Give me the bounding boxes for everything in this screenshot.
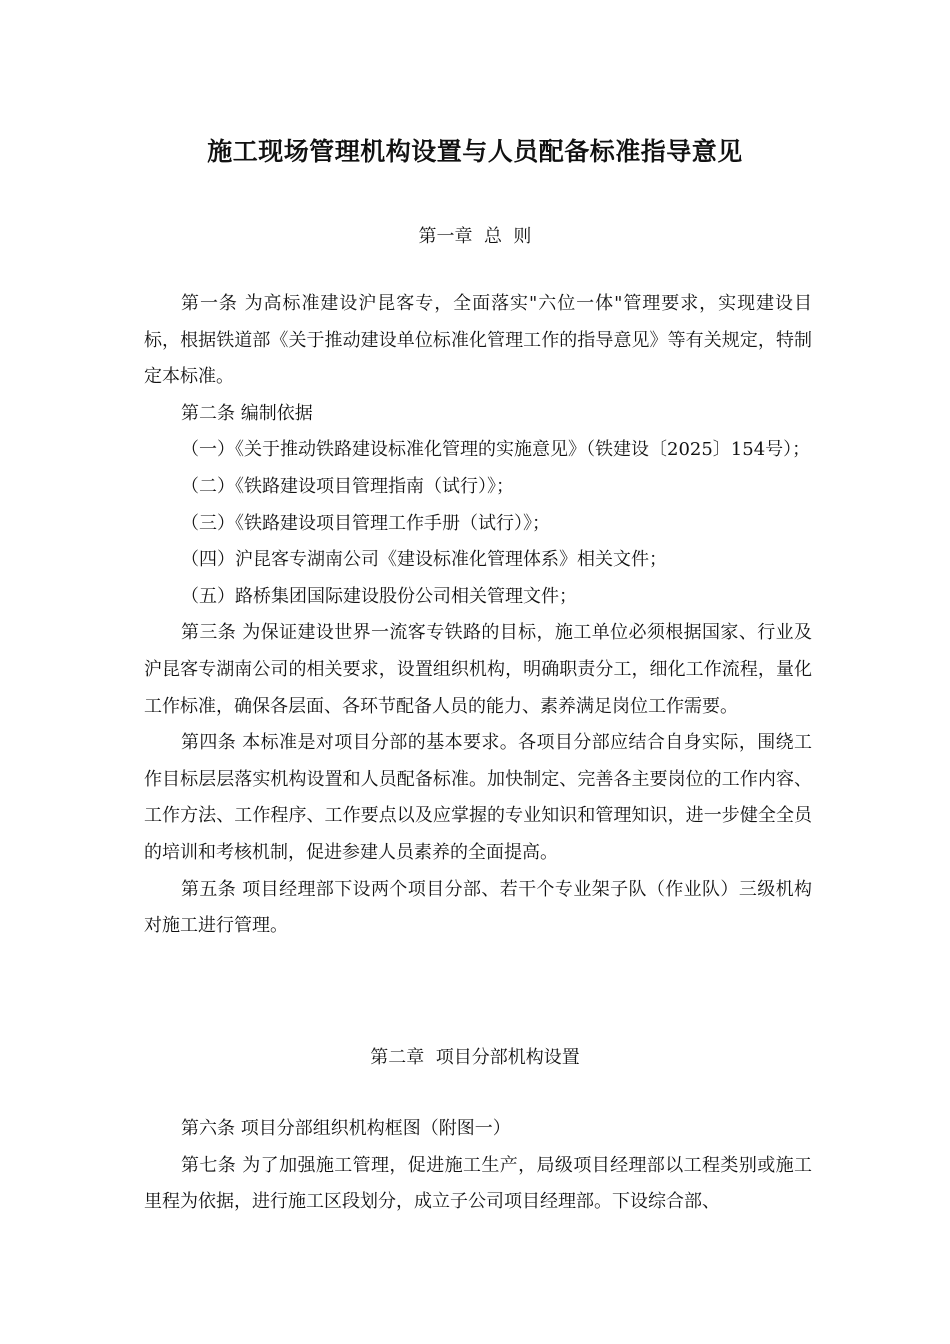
basis-item-2: （二）《铁路建设项目管理指南（试行）》； [181,475,514,497]
article-3: 第三条 为保证建设世界一流客专铁路的目标，施工单位必须根据国家、行业及沪昆客专湖南公司的相关要求，设置组织机构，明确职责分工，细化工作流程，量化工作标准，确保各层面、各环节配备人员的能力、素养满足岗位工作需要。 [144,622,812,717]
basis-item-5: （五）路桥集团国际建设股份公司相关管理文件； [181,585,577,607]
chapter-2-heading: 第二章 项目分部机构设置 [370,1047,580,1068]
article-1: 第一条 为高标准建设沪昆客专，全面落实"六位一体"管理要求，实现建设目标，根据铁道部《关于推动建设单位标准化管理工作的指导意见》等有关规定，特制定本标准。 [144,293,812,388]
article-7: 第七条 为了加强施工管理，促进施工生产，局级项目经理部以工程类别或施工里程为依据，进行施工区段划分，成立子公司项目经理部。下设综合部、 [144,1154,812,1213]
chapter-2-body [144,1111,812,1221]
article-5: 第五条 项目经理部下设两个项目分部、若干个专业架子队（作业队）三级机构对施工进行管理。 [144,878,812,937]
basis-item-3: （三）《铁路建设项目管理工作手册（试行）》； [181,512,550,534]
basis-item-4: （四）沪昆客专湖南公司《建设标准化管理体系》相关文件； [181,549,667,571]
article-4: 第四条 本标准是对项目分部的基本要求。各项目分部应结合自身实际，围绕工作目标层层落实机构设置和人员配备标准。加快制定、完善各主要岗位的工作内容、工作方法、工作程序、工作要点以及应掌握的专业知识和管理知识，进一步健全全员的培训和考核机制，促进参建人员素养的全面提高。 [144,732,812,863]
document-title: 施工现场管理机构设置与人员配备标准指导意见 [207,137,743,166]
chapter-1-heading: 第一章 总 则 [418,226,532,247]
chapter-1-body [144,286,812,945]
basis-item-1: （一）《关于推动铁路建设标准化管理的实施意见》（铁建设〔2025〕154号）； [181,439,811,461]
article-6: 第六条 项目分部组织机构框图（附图一） [181,1118,511,1139]
article-2: 第二条 编制依据 [181,402,313,424]
